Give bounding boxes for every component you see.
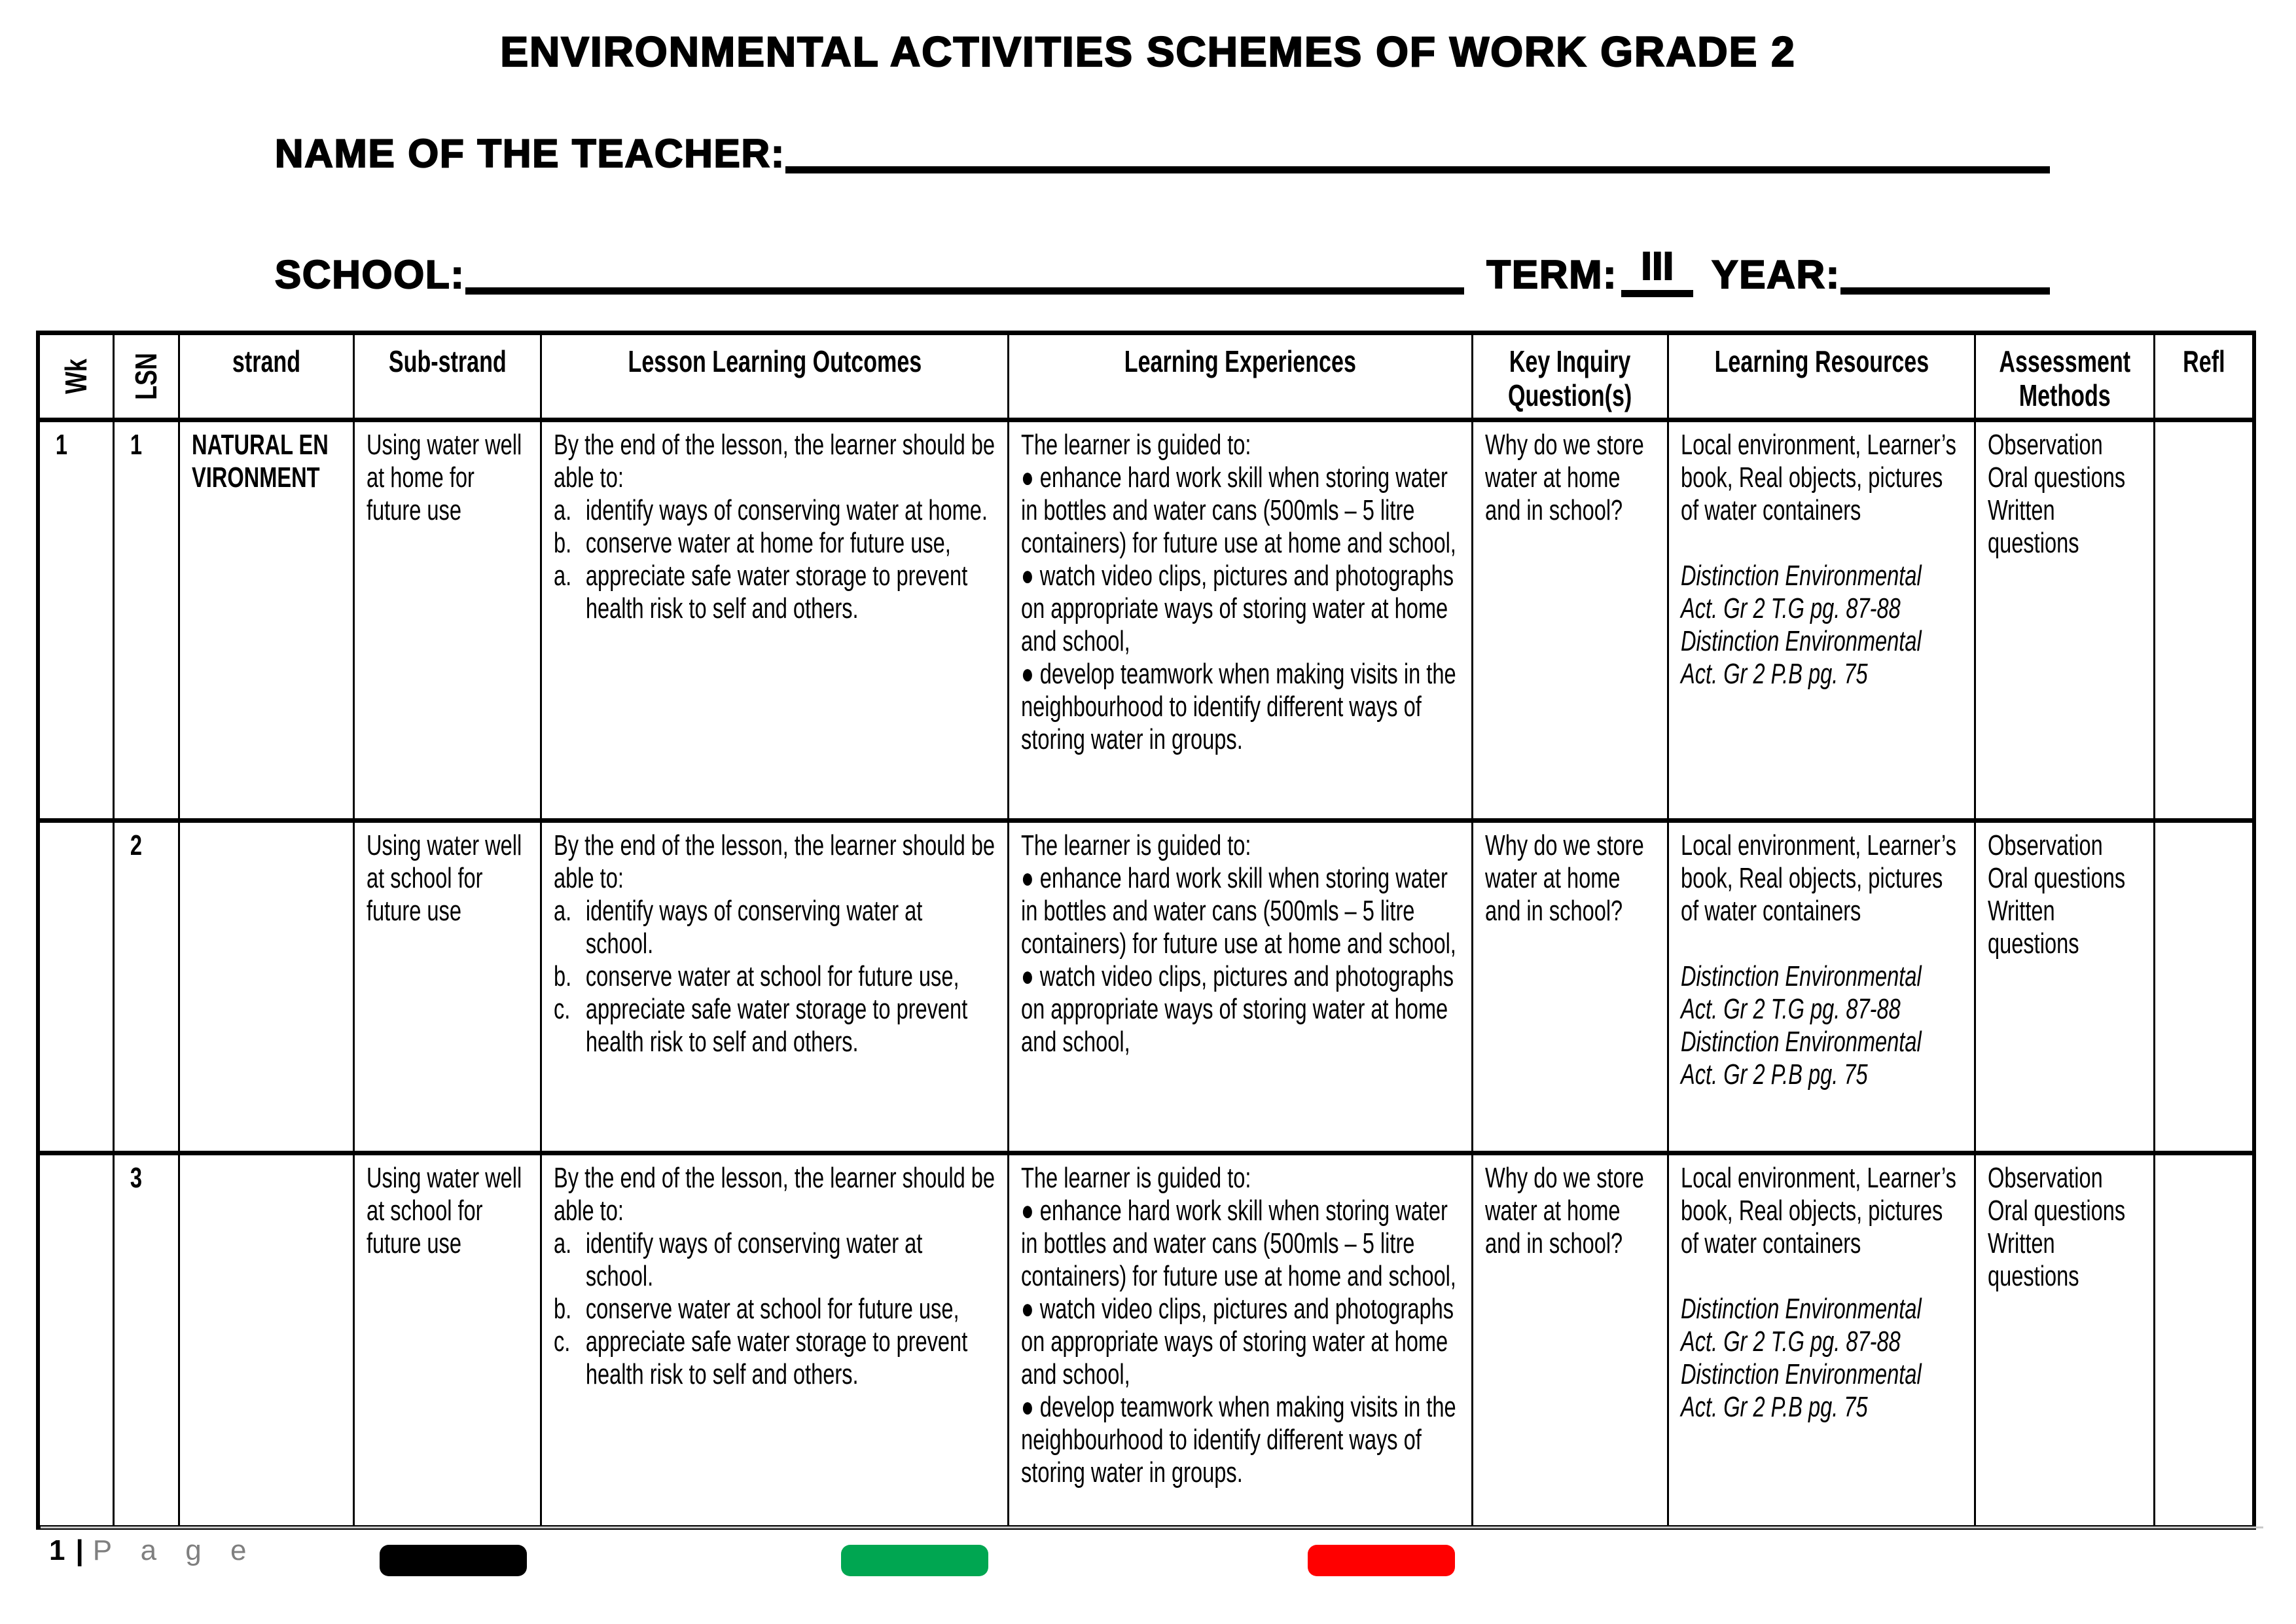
header-key-inquiry: Key Inquiry Question(s) [1472,333,1668,420]
cell-lsn: 1 [113,420,179,821]
resource-reference: Distinction Environmental Act. Gr 2 T.G pg. 87-88 [1680,960,1922,1025]
experience-item: ● enhance hard work skill when storing water in bottles and water cans (500mls – 5 litre containers) for future use at home and school, [1021,461,1459,560]
resource-reference: Distinction Environmental Act. Gr 2 T.G pg. 87-88 [1680,1293,1922,1358]
term-label: TERM: [1486,253,1618,297]
cell-strand [179,821,353,1153]
cell-refl [2155,420,2254,821]
outcome-item: a. appreciate safe water storage to prevent health risk to self and others. [553,560,968,624]
cell-strand [179,1153,353,1528]
footer-black-bar [380,1545,527,1576]
resource-reference: Distinction Environmental Act. Gr 2 T.G pg. 87-88 [1680,560,1922,624]
outcome-item: a. identify ways of conserving water at home. [553,494,988,526]
teacher-name-line [275,131,2050,176]
school-blank [465,281,1465,295]
header-experiences: Learning Experiences [1009,333,1472,420]
cell-assessment: Observation Oral questions Written questions [1975,821,2155,1153]
page-title: ENVIRONMENTAL ACTIVITIES SCHEMES OF WORK GRADE 2 [500,28,1796,75]
experience-item: ● enhance hard work skill when storing water in bottles and water cans (500mls – 5 litre containers) for future use at home and school, [1021,862,1459,960]
outcome-item: a. identify ways of conserving water at school. [553,895,923,960]
cell-lsn: 3 [113,1153,179,1528]
experiences-intro: The learner is guided to: [1021,429,1251,461]
resources-main: Local environment, Learner’s book, Real objects, pictures of water containers [1680,1162,1956,1259]
table-row [38,1153,2254,1528]
school-label: SCHOOL: [275,253,465,297]
outcome-item: b. conserve water at home for future use, [553,527,951,559]
school-term-year-line [275,244,2050,297]
page-number-value: 1 [49,1534,65,1566]
year-blank [1840,281,2050,295]
cell-outcomes [541,821,1008,1153]
experience-item: ● enhance hard work skill when storing water in bottles and water cans (500mls – 5 litre containers) for future use at home and school, [1021,1195,1459,1293]
teacher-name-blank [785,160,2050,173]
page-number [49,1534,257,1567]
table-row [38,420,2254,821]
cell-experiences [1009,821,1472,1153]
cell-outcomes [541,420,1008,821]
resources-main: Local environment, Learner’s book, Real objects, pictures of water containers [1680,829,1956,927]
year-label: YEAR: [1712,253,1840,297]
outcome-item: b. conserve water at school for future use, [553,960,960,992]
cell-wk [38,821,113,1153]
outcomes-intro: By the end of the lesson, the learner should be able to: [553,429,995,494]
header-strand: strand [179,333,353,420]
teacher-label: NAME OF THE TEACHER: [275,132,785,175]
cell-key-inquiry: Why do we store water at home and in school? [1472,1153,1668,1528]
cell-lsn: 2 [113,821,179,1153]
outcomes-intro: By the end of the lesson, the learner should be able to: [553,829,995,894]
header-refl: Refl [2155,333,2254,420]
term-value: III [1621,244,1693,297]
cell-experiences [1009,420,1472,821]
header-lsn-label: LSN [129,353,164,400]
footer-red-bar [1308,1545,1455,1576]
experience-item: ● develop teamwork when making visits in the neighbourhood to identify different ways of storing water in groups. [1021,658,1459,756]
cell-key-inquiry: Why do we store water at home and in school? [1472,821,1668,1153]
page-number-suffix: P a g e [92,1534,257,1566]
cell-refl [2155,1153,2254,1528]
cell-resources [1668,821,1975,1153]
cell-key-inquiry: Why do we store water at home and in school? [1472,420,1668,821]
cell-sub-strand: Using water well at school for future use [353,821,541,1153]
experience-item: ● watch video clips, pictures and photographs on appropriate ways of storing water at home and school, [1021,560,1459,658]
cell-strand: NATURAL ENVIRONMENT [179,420,353,821]
header-resources: Learning Resources [1668,333,1975,420]
header-outcomes: Lesson Learning Outcomes [541,333,1008,420]
header-sub-strand: Sub-strand [353,333,541,420]
resource-reference: Distinction Environmental Act. Gr 2 P.B pg. 75 [1680,1026,1922,1091]
cell-refl [2155,821,2254,1153]
experience-item: ● watch video clips, pictures and photographs on appropriate ways of storing water at home and school, [1021,1293,1459,1391]
cell-resources [1668,1153,1975,1528]
cell-assessment: Observation Oral questions Written questions [1975,1153,2155,1528]
resource-reference: Distinction Environmental Act. Gr 2 P.B pg. 75 [1680,1358,1922,1423]
resources-main: Local environment, Learner’s book, Real objects, pictures of water containers [1680,429,1956,526]
header-wk-label: Wk [59,359,94,394]
header-assessment: Assessment Methods [1975,333,2155,420]
cell-wk [38,1153,113,1528]
outcome-item: b. conserve water at school for future use, [553,1293,960,1325]
page-number-separator: | [75,1534,84,1566]
header-wk [38,333,113,420]
cell-assessment: Observation Oral questions Written questions [1975,420,2155,821]
experiences-intro: The learner is guided to: [1021,1162,1251,1194]
outcomes-intro: By the end of the lesson, the learner should be able to: [553,1162,995,1227]
footer-green-bar [841,1545,988,1576]
cell-resources [1668,420,1975,821]
experience-item: ● develop teamwork when making visits in the neighbourhood to identify different ways of storing water in groups. [1021,1391,1459,1489]
cell-sub-strand: Using water well at home for future use [353,420,541,821]
outcome-item: a. identify ways of conserving water at school. [553,1227,923,1292]
outcome-item: c. appreciate safe water storage to prevent health risk to self and others. [553,993,968,1058]
resource-reference: Distinction Environmental Act. Gr 2 P.B pg. 75 [1680,625,1922,690]
header-lsn [113,333,179,420]
table-header-row [38,333,2254,420]
table-row [38,821,2254,1153]
cell-experiences [1009,1153,1472,1528]
experience-item: ● watch video clips, pictures and photographs on appropriate ways of storing water at home and school, [1021,960,1459,1058]
schemes-of-work-table [36,331,2256,1530]
experiences-intro: The learner is guided to: [1021,829,1251,861]
cell-wk: 1 [38,420,113,821]
outcome-item: c. appreciate safe water storage to prevent health risk to self and others. [553,1326,968,1390]
cell-outcomes [541,1153,1008,1528]
footer-divider [41,1526,2263,1528]
cell-sub-strand: Using water well at school for future use [353,1153,541,1528]
